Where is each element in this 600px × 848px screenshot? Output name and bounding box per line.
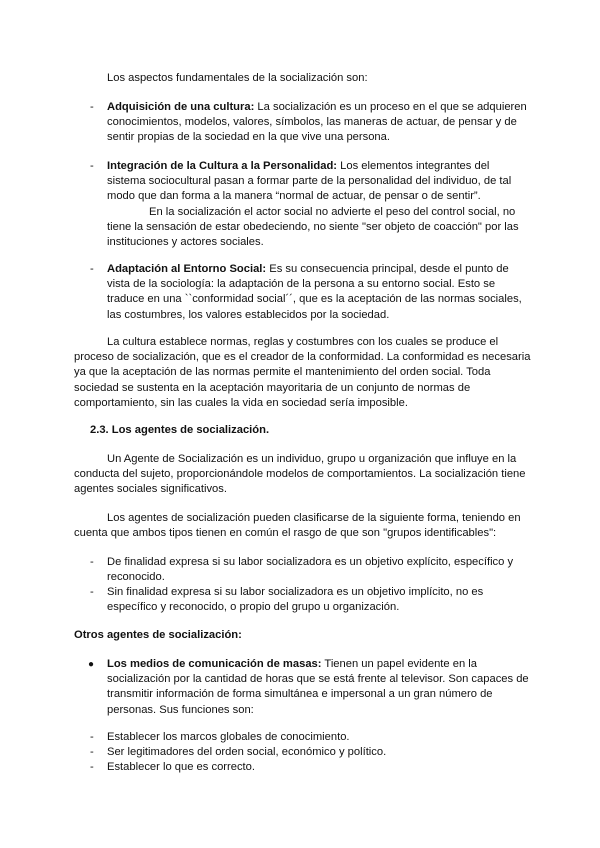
dash-marker: - (90, 160, 94, 172)
list-line: reconocido. (107, 571, 165, 584)
finalidad-item (107, 585, 532, 615)
dash-marker: - (90, 761, 94, 773)
finalidad-item (107, 555, 532, 585)
para-line: sociedad se sustenta en la aceptación mayoritaria de un conjunto de normas de (74, 381, 471, 394)
item-line: sentir propias de la sociedad en la que vive una persona. (107, 131, 390, 144)
item-integracion (107, 159, 532, 250)
dash-marker: - (90, 586, 94, 598)
para-line: La cultura establece normas, reglas y costumbres con los cuales se produce el (107, 336, 499, 348)
bullet-marker: ● (88, 659, 95, 670)
item-line: Tienen un papel evidente en la (324, 658, 478, 670)
funcion-item: Ser legitimadores del orden social, económico y político. (107, 746, 387, 758)
item-line: traduce en una ``conformidad social´´, que es la aceptación de las normas sociales, (107, 293, 522, 306)
item-line: socialización por la cantidad de horas que se está frente al televisor. Son capaces de (107, 673, 529, 686)
item-line: En la socialización el actor social no advierte el peso del control social, no (149, 205, 516, 218)
item-line: tiene la sensación de estar obedeciendo, no siente "ser objeto de coacción" por las (107, 220, 519, 233)
item-title: Los medios de comunicación de masas: (107, 658, 322, 670)
item-title: Adaptación al Entorno Social: (107, 263, 267, 275)
para-line: conducta del sujeto, proporcionándole modelos de comportamientos. La socialización tiene (74, 468, 526, 481)
paragraph-agente (74, 452, 532, 498)
section-heading-otros: Otros agentes de socialización: (74, 629, 242, 641)
item-line: conocimientos, modelos, valores, símbolos, las maneras de actuar, de pensar y de (107, 116, 517, 129)
item-line: instituciones y actores sociales. (107, 236, 264, 249)
funcion-item: Establecer los marcos globales de conocimiento. (107, 731, 350, 743)
para-line: Los agentes de socialización pueden clasificarse de la siguiente forma, teniendo en (107, 512, 521, 524)
paragraph-cultura (74, 335, 532, 411)
dash-marker: - (90, 746, 94, 758)
para-line: agentes sociales significativos. (74, 483, 227, 496)
funcion-item: Establecer lo que es correcto. (107, 761, 255, 773)
section-heading-agentes: 2.3. Los agentes de socialización. (90, 424, 270, 436)
item-line: las costumbres, los valores establecidos por la sociedad. (107, 308, 390, 321)
item-line: Los elementos integrantes del (340, 160, 490, 172)
para-line: ya que la aceptación de las normas permite el mantenimiento del orden social. Toda (74, 366, 491, 379)
dash-marker: - (90, 263, 94, 275)
item-line: vista de la sociología: la adaptación de la persona a su entorno social. Esto se (107, 278, 496, 291)
item-title: Adquisición de una cultura: (107, 101, 255, 113)
list-line: específico y reconocido, o propio del grupo u organización. (107, 601, 400, 614)
dash-marker: - (90, 731, 94, 743)
item-line: sistema sociocultural pasan a formar parte de la personalidad del individuo, de tal (107, 175, 512, 188)
para-line: proceso de socialización, que es el creador de la conformidad. La conformidad es necesaria (74, 351, 531, 364)
list-line: De finalidad expresa si su labor socializadora es un objetivo explícito, específico y (107, 556, 514, 568)
item-adaptacion (107, 262, 532, 323)
paragraph-clasificar (74, 511, 532, 541)
dash-marker: - (90, 556, 94, 568)
para-line: Un Agente de Socialización es un individuo, grupo u organización que influye en la (107, 453, 517, 465)
para-line: cuenta que ambos tipos tienen en común el rasgo de que son "grupos identificables": (74, 527, 497, 540)
intro-text: Los aspectos fundamentales de la socialización son: (107, 72, 368, 84)
list-line: Sin finalidad expresa si su labor socializadora es un objetivo implícito, no es (107, 586, 484, 598)
item-adquisicion (107, 100, 532, 146)
item-medios (107, 657, 532, 718)
item-line: personas. Sus funciones son: (107, 703, 254, 716)
item-line: transmitir información de forma simultánea e impersonal a un gran número de (107, 688, 493, 701)
para-line: comportamiento, sin las cuales la vida en sociedad sería imposible. (74, 396, 408, 409)
item-line: Es su consecuencia principal, desde el punto de (269, 263, 509, 275)
item-line: modo que dan forma a la manera “normal de actuar, de pensar o de sentir”. (107, 190, 481, 203)
item-line: La socialización es un proceso en el que se adquieren (257, 101, 527, 113)
item-title: Integración de la Cultura a la Personalidad: (107, 160, 338, 172)
dash-marker: - (90, 101, 94, 113)
